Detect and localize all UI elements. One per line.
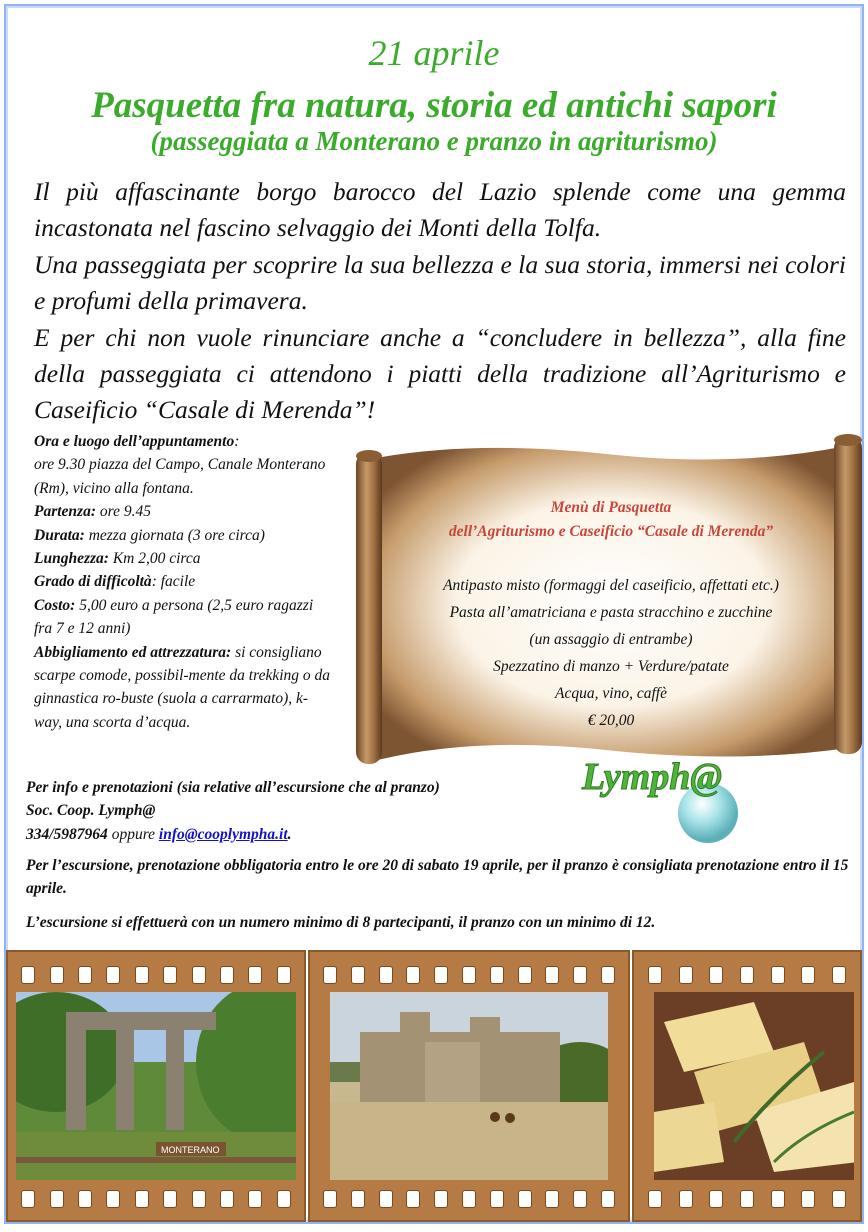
- menu-scroll: [356, 430, 866, 770]
- film-holes: [14, 1190, 298, 1206]
- film-holes: [14, 966, 298, 982]
- contact-info: [26, 776, 586, 846]
- aqueduct-photo: [16, 992, 296, 1180]
- menu-title-line: dell’Agriturismo e Caseificio “Casale di Merenda”: [448, 523, 774, 540]
- menu-item: Antipasto misto (formaggi del caseificio, affettati etc.): [443, 577, 779, 594]
- clothing-value: si consigliano scarpe comode, possibil-mente da trekking o da ginnastica ro-buste (suola a carrarmato), k-way, una scorta d’acqua.: [34, 643, 331, 731]
- menu-item: Spezzatino di manzo + Verdure/patate: [493, 658, 729, 675]
- logo-text: Lymph@: [582, 756, 722, 798]
- event-date: 21 aprile: [368, 33, 500, 73]
- menu-item: (un assaggio di entrambe): [529, 631, 693, 648]
- booking-note: Per l’escursione, prenotazione obbligatoria entro le ore 20 di sabato 19 aprile, per il pranzo è consigliata prenotazione entro il 15 aprile.: [26, 857, 849, 898]
- menu-items: [356, 572, 866, 734]
- booking-note: L’escursione si effettuerà con un numero minimo di 8 partecipanti, il pranzo con un minimo di 12.: [26, 913, 656, 931]
- contact-or: oppure: [107, 825, 159, 843]
- photo-filmstrip: [6, 950, 862, 1222]
- menu-title-line: Menù di Pasquetta: [550, 499, 672, 516]
- departure-label: Partenza:: [34, 503, 96, 521]
- length-value: Km 2,00 circa: [108, 550, 201, 568]
- monterano-sign: MONTERANO: [161, 1145, 220, 1155]
- event-details: Ora e luogo dell’appuntamento: ore 9.30 piazza del Campo, Canale Monterano (Rm), vicino alla fontana. Partenza: ore 9.45 Durata: mezza giornata (3 ore circa) Lunghezza: Km 2,00 circa Grado di difficoltà: facile Costo: 5,00 euro a persona (2,5 euro ragazzi fra 7 e 12 anni) Abbigliamento ed attrezzatura: si consigliano scarpe comode, possibil-mente da trekking o da ginnastica ro-buste (suola a carrarmato), k-way, una scorta d’acqua.: [34, 433, 331, 731]
- meeting-value: ore 9.30 piazza del Campo, Canale Monterano (Rm), vicino alla fontana.: [34, 456, 326, 497]
- event-title: Pasquetta fra natura, storia ed antichi sapori: [91, 85, 777, 126]
- film-frame-cheese: [632, 950, 862, 1222]
- length-label: Lunghezza:: [34, 550, 109, 568]
- film-frame-aqueduct: [6, 950, 306, 1222]
- film-frame-ruins: [308, 950, 630, 1222]
- menu-item: Pasta all’amatriciana e pasta stracchino e zucchine: [449, 604, 773, 621]
- contact-period: .: [287, 825, 292, 843]
- contact-email-link[interactable]: info@cooplympha.it: [158, 825, 288, 843]
- film-holes: [316, 1190, 622, 1206]
- film-holes: [640, 966, 854, 982]
- intro-paragraph: E per chi non vuole rinunciare anche a “concludere in bellezza”, alla fine della passeggiata ci attendono i piatti della tradizione all’Agriturismo e Caseificio “Casale di Merenda”!: [34, 322, 846, 425]
- contact-line: Per info e prenotazioni (sia relative all’escursione che al pranzo): [26, 779, 440, 796]
- intro-paragraph: Il più affascinante borgo barocco del Lazio splende come una gemma incastonata nel fascino selvaggio dei Monti della Tolfa.: [34, 177, 846, 243]
- meeting-label: Ora e luogo dell’appuntamento: [34, 433, 235, 450]
- menu-title: [356, 496, 866, 544]
- duration-value: mezza giornata (3 ore circa): [84, 526, 265, 544]
- lympha-logo: [578, 751, 778, 851]
- cost-value: 5,00 euro a persona (2,5 euro ragazzi fra 7 e 12 anni): [34, 596, 314, 638]
- cheese-photo: [654, 992, 854, 1180]
- film-holes: [640, 1190, 854, 1206]
- menu-price: € 20,00: [587, 712, 635, 729]
- difficulty-value: : facile: [151, 573, 196, 591]
- flyer-page: [4, 4, 864, 1224]
- clothing-label: Abbigliamento ed attrezzatura:: [34, 643, 232, 661]
- duration-label: Durata:: [34, 526, 85, 544]
- logo-graphic: [578, 751, 778, 851]
- intro-paragraph: Una passeggiata per scoprire la sua bellezza e la sua storia, immersi nei colori e profumi della primavera.: [34, 249, 846, 316]
- intro-text: [34, 174, 846, 429]
- cost-label: Costo:: [34, 596, 76, 614]
- difficulty-label: Grado di difficoltà: [34, 573, 152, 591]
- booking-notes: [26, 854, 856, 944]
- menu-item: Acqua, vino, caffè: [555, 685, 667, 702]
- contact-phone: 334/5987964: [26, 825, 108, 843]
- departure-value: ore 9.45: [96, 503, 151, 521]
- contact-org: Soc. Coop. Lymph@: [26, 802, 156, 820]
- ruins-photo: [330, 992, 608, 1180]
- film-holes: [316, 966, 622, 982]
- event-subtitle: (passeggiata a Monterano e pranzo in agriturismo): [150, 126, 718, 156]
